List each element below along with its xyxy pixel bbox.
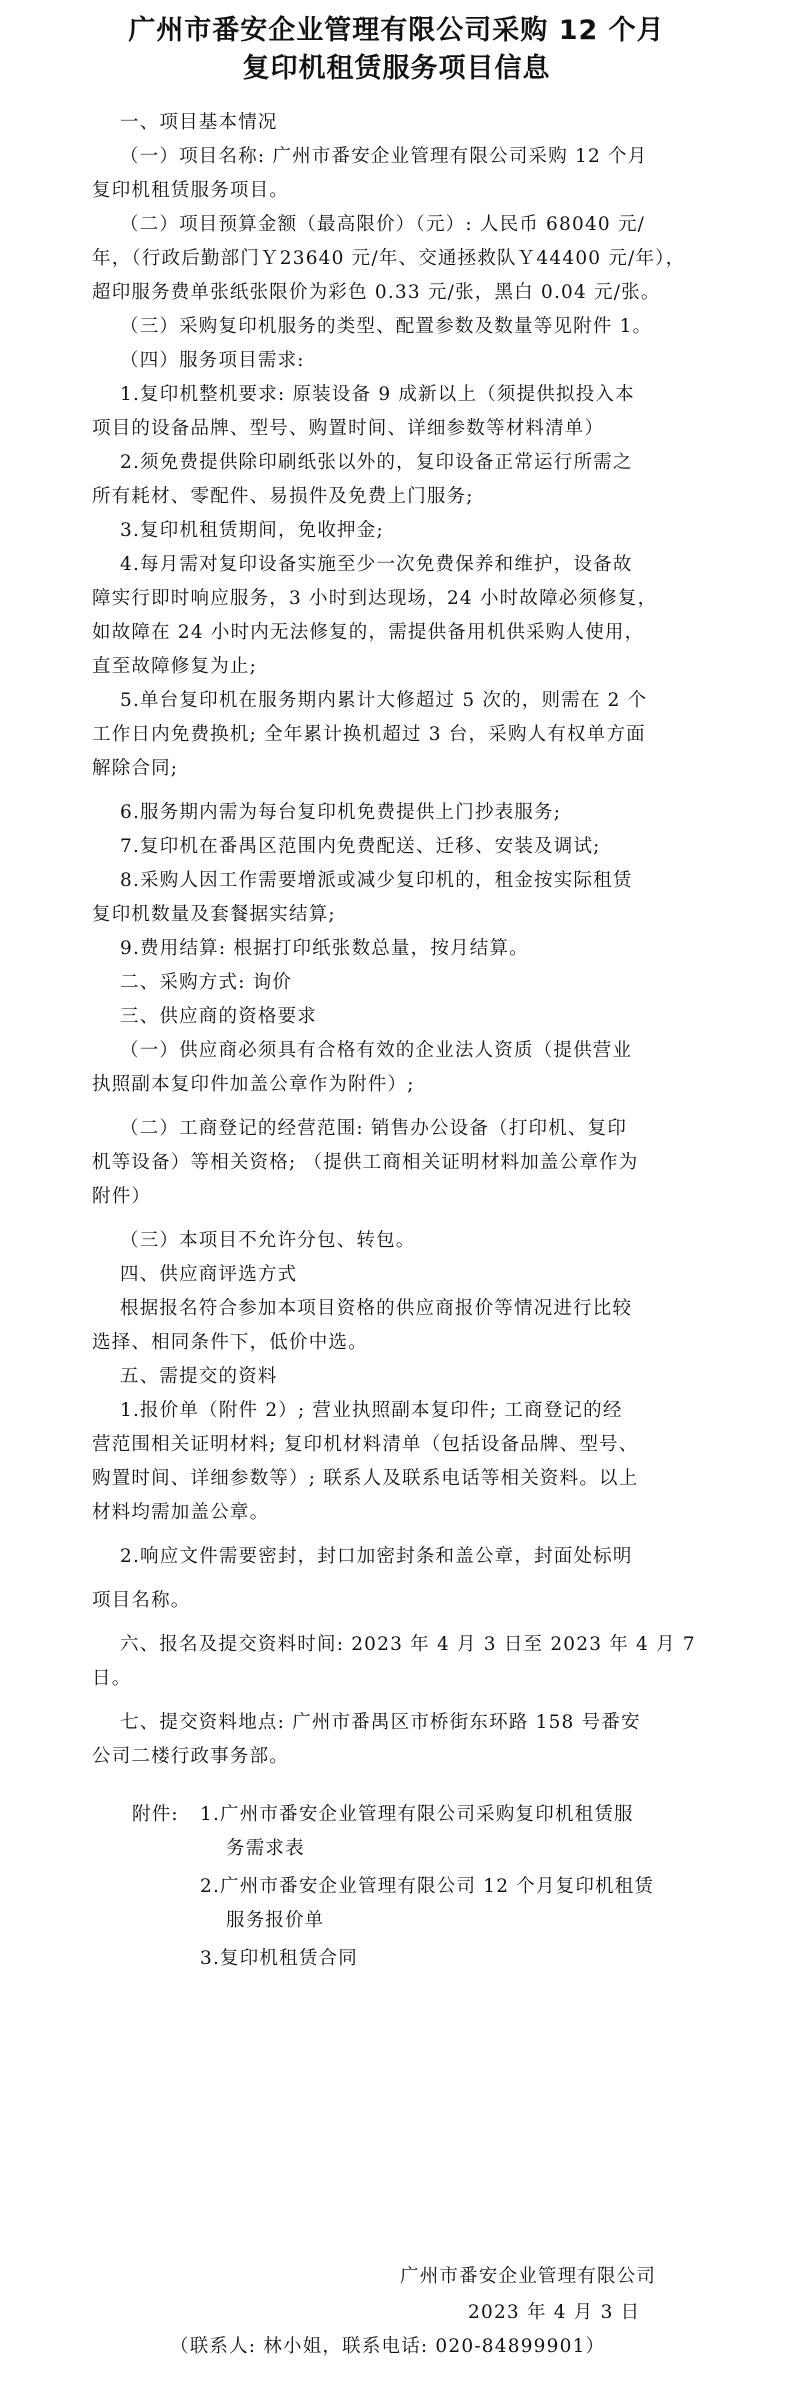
paragraph-line: 5.单台复印机在服务期内累计大修超过 5 次的，则需在 2 个 [120,690,648,711]
paragraph-line: （二）工商登记的经营范围: 销售办公设备（打印机、复印 [120,1118,628,1139]
section-heading: 五、需提交的资料 [120,1366,278,1387]
section-heading: 一、项目基本情况 [120,112,278,133]
signature-company: 广州市番安企业管理有限公司 [400,2266,657,2287]
signature-date: 2023 年 4 月 3 日 [468,2302,641,2323]
paragraph-line: 机等设备）等相关资格; （提供工商相关证明材料加盖公章作为 [92,1152,639,1173]
paragraph-line: 附件） [92,1186,152,1207]
paragraph-line: 工作日内免费换机; 全年累计换机超过 3 台，采购人有权单方面 [92,724,646,745]
title-line-2: 复印机租赁服务项目信息 [242,53,551,84]
paragraph-line: 项目的设备品牌、型号、购置时间、详细参数等材料清单） [92,418,605,439]
paragraph-line: 根据报名符合参加本项目资格的供应商报价等情况进行比较 [120,1298,633,1319]
attachment-item: 务需求表 [226,1838,305,1859]
section-heading: 三、供应商的资格要求 [120,1006,318,1027]
paragraph-line: 七、提交资料地点: 广州市番禺区市桥街东环路 158 号番安 [120,1712,641,1733]
paragraph-line: （一）项目名称: 广州市番安企业管理有限公司采购 12 个月 [120,146,648,167]
paragraph-line: 4.每月需对复印设备实施至少一次免费保养和维护，设备故 [120,554,633,575]
attachment-item: 3.复印机租赁合同 [200,1948,358,1969]
paragraph-line: 7.复印机在番禺区范围内免费配送、迁移、安装及调试; [120,836,601,857]
paragraph-line: 营范围相关证明材料; 复印机材料清单（包括设备品牌、型号、 [92,1434,639,1455]
paragraph-line: 2.须免费提供除印刷纸张以外的，复印设备正常运行所需之 [120,452,633,473]
paragraph-line: 1.报价单（附件 2）; 营业执照副本复印件; 工商登记的经 [120,1400,623,1421]
section-heading: 四、供应商评选方式 [120,1264,298,1285]
attachment-item: 1.广州市番安企业管理有限公司采购复印机租赁服 [200,1804,634,1825]
paragraph-line: （一）供应商必须具有合格有效的企业法人资质（提供营业 [120,1040,633,1061]
paragraph-line: 复印机数量及套餐据实结算; [92,904,336,925]
paragraph-line: 购置时间、详细参数等）; 联系人及联系电话等相关资料。以上 [92,1468,639,1489]
paragraph-line: 日。 [92,1668,132,1689]
paragraph-line: 解除合同; [92,758,179,779]
paragraph-line: 执照副本复印件加盖公章作为附件）; [92,1074,415,1095]
section-heading: 二、采购方式: 询价 [120,972,293,993]
paragraph-line: 项目名称。 [92,1590,191,1611]
attachments-label: 附件: [132,1804,179,1825]
paragraph-line: 直至故障修复为止; [92,656,258,677]
paragraph-line: （四）服务项目需求: [120,350,305,371]
paragraph-line: 2.响应文件需要密封，封口加密封条和盖公章，封面处标明 [120,1546,633,1567]
paragraph-line: 超印服务费单张纸张限价为彩色 0.33 元/张，黑白 0.04 元/张。 [92,282,661,303]
paragraph-line: 公司二楼行政事务部。 [92,1746,290,1767]
paragraph-line: （三）采购复印机服务的类型、配置参数及数量等见附件 1。 [120,316,653,337]
paragraph-line: 年，（行政后勤部门Ｙ23640 元/年、交通拯救队Ｙ44400 元/年）， [92,248,686,269]
paragraph-line: 六、报名及提交资料时间: 2023 年 4 月 3 日至 2023 年 4 月 7 [120,1634,696,1655]
paragraph-line: 6.服务期内需为每台复印机免费提供上门抄表服务; [120,802,562,823]
paragraph-line: 9.费用结算: 根据打印纸张数总量，按月结算。 [120,938,529,959]
paragraph-line: 3.复印机租赁期间，免收押金; [120,520,384,541]
paragraph-line: （二）项目预算金额（最高限价）（元）: 人民币 68040 元/ [120,214,646,235]
paragraph-line: 选择、相同条件下，低价中选。 [92,1332,368,1353]
paragraph-line: 所有耗材、零配件、易损件及免费上门服务; [92,486,474,507]
paragraph-line: 材料均需加盖公章。 [92,1502,270,1523]
paragraph-line: 复印机租赁服务项目。 [92,180,290,201]
paragraph-line: 障实行即时响应服务，3 小时到达现场，24 小时故障必须修复， [92,588,658,609]
title-line-1: 广州市番安企业管理有限公司采购 12 个月 [128,15,665,46]
paragraph-line: 如故障在 24 小时内无法修复的，需提供备用机供采购人使用， [92,622,645,643]
signature-contact: （联系人: 林小姐，联系电话: 020-84899901） [170,2336,606,2357]
attachment-item: 服务报价单 [226,1910,325,1931]
attachment-item: 2.广州市番安企业管理有限公司 12 个月复印机租赁 [200,1876,655,1897]
paragraph-line: 8.采购人因工作需要增派或减少复印机的，租金按实际租赁 [120,870,633,891]
paragraph-line: 1.复印机整机要求: 原装设备 9 成新以上（须提供拟投入本 [120,384,635,405]
paragraph-line: （三）本项目不允许分包、转包。 [120,1230,416,1251]
